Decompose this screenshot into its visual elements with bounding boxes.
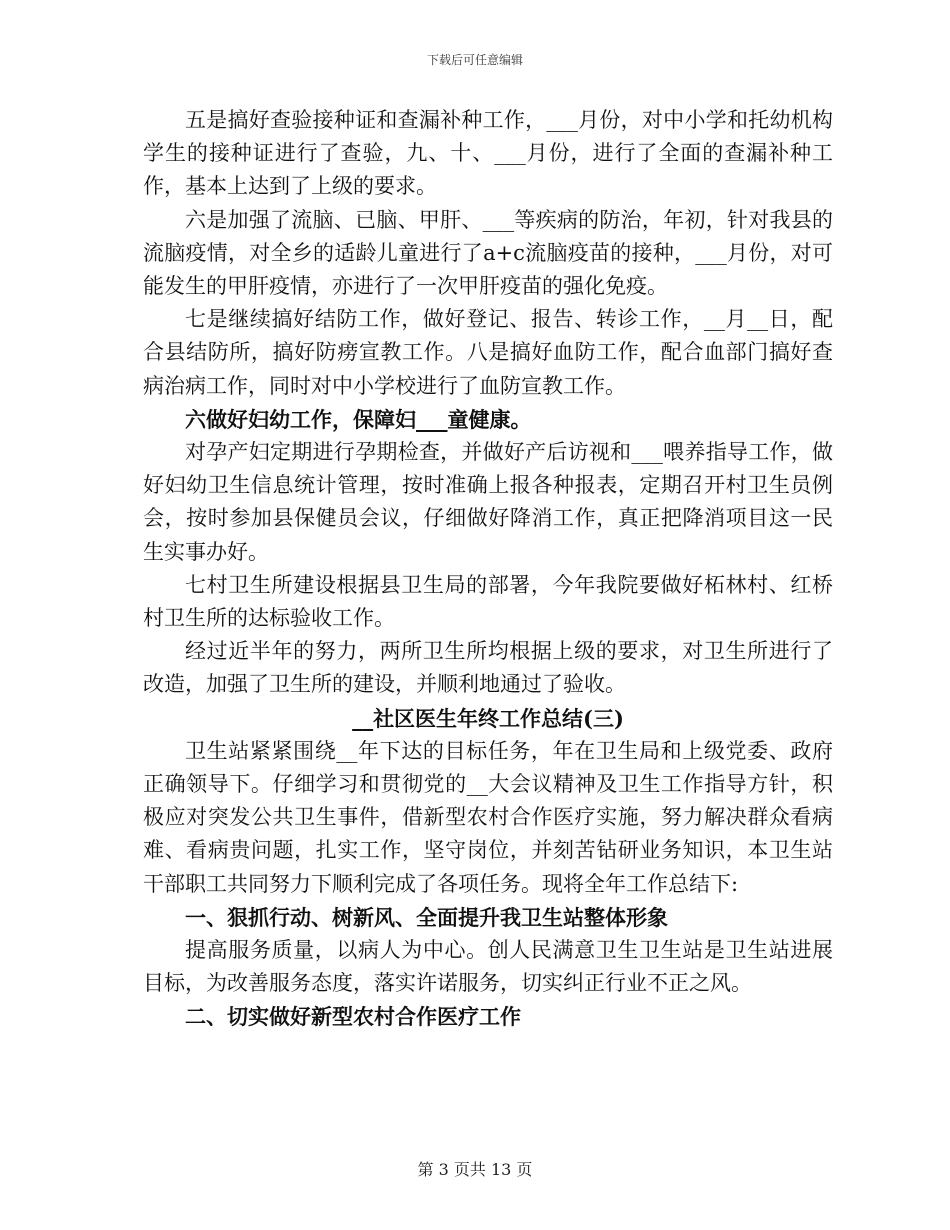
paragraph-service-quality: 提高服务质量，以病人为中心。创人民满意卫生卫生站是卫生站进展目标，为改善服务态度，落实许诺服务，切实纠正行业不正之风。 bbox=[143, 938, 833, 996]
paragraph-disease-prevention: 六是加强了流脑、已脑、甲肝、___等疾病的防治，年初，针对我县的流脑疫情，对全乡的适龄儿童进行了a+c流脑疫苗的接种，___月份，对可能发生的甲肝疫情，亦进行了一次甲肝疫苗的强化免疫。 bbox=[143, 207, 833, 299]
section-title: __社区医生年终工作总结(三) bbox=[352, 705, 624, 731]
paragraph-summary-intro: 卫生站紧紧围绕__年下达的目标任务，年在卫生局和上级党委、政府正确领导下。仔细学习和贯彻党的__大会议精神及卫生工作指导方针，积极应对突发公共卫生事件，借新型农村合作医疗实施，努力解决群众看病难、看病贵问题，扎实工作，坚守岗位，并刻苦钻研业务知识，本卫生站干部职工共同努力下顺利完成了各项任务。现将全年工作总结下: bbox=[143, 738, 833, 896]
paragraph-village-clinic: 七村卫生所建设根据县卫生局的部署，今年我院要做好柘林村、红桥村卫生所的达标验收工作。 bbox=[143, 572, 833, 631]
page-number: 第 3 页共 13 页 bbox=[417, 1160, 533, 1179]
heading-section-two: 二、切实做好新型农村合作医疗工作 bbox=[185, 1004, 521, 1030]
page-header: 下载后可任意编辑 bbox=[426, 53, 523, 67]
heading-maternal-child: 六做好妇幼工作，保障妇___童健康。 bbox=[185, 406, 532, 432]
heading-section-one: 一、狠抓行动、树新风、全面提升我卫生站整体形象 bbox=[185, 904, 668, 930]
document-body bbox=[143, 104, 833, 1034]
paragraph-clinic-result: 经过近半年的努力，两所卫生所均根据上级的要求，对卫生所进行了改造，加强了卫生所的建设，并顺利地通过了验收。 bbox=[143, 639, 833, 697]
paragraph-vaccination-check: 五是搞好查验接种证和查漏补种工作，___月份，对中小学和托幼机构学生的接种证进行了查验，九、十、___月份，进行了全面的查漏补种工作，基本上达到了上级的要求。 bbox=[143, 108, 833, 199]
paragraph-maternal-care: 对孕产妇定期进行孕期检查，并做好产后访视和___喂养指导工作，做好妇幼卫生信息统计管理，按时准确上报各种报表，定期召开村卫生员例会，按时参加县保健员会议，仔细做好降消工作，真正把降消项目这一民生实事办好。 bbox=[143, 440, 833, 564]
paragraph-tb-prevention: 七是继续搞好结防工作，做好登记、报告、转诊工作，__月__日，配合县结防所，搞好防痨宣教工作。八是搞好血防工作，配合血部门搞好查病治病工作，同时对中小学校进行了血防宣教工作。 bbox=[143, 307, 833, 398]
